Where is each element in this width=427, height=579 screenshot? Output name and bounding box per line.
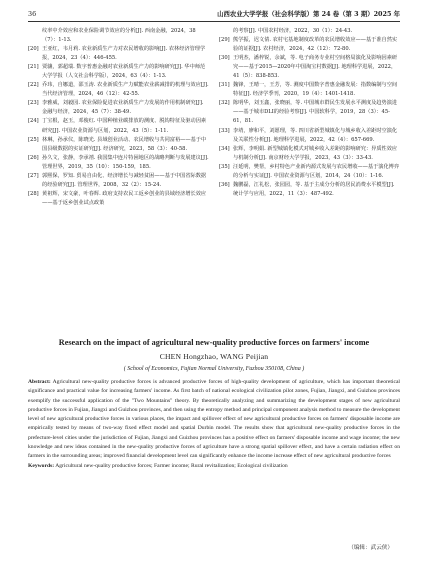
reference-item <box>219 127 400 145</box>
reference-item <box>28 45 209 63</box>
reference-item <box>219 99 400 126</box>
reference-number: [21] <box>28 64 39 71</box>
english-title: Research on the impact of agricultural new-quality productive forces on farmers' income <box>58 338 370 347</box>
reference-item <box>219 36 400 54</box>
reference-item <box>28 27 209 45</box>
reference-number: [27] <box>28 172 39 179</box>
reference-number: [26] <box>28 154 39 161</box>
reference-number: [36] <box>219 181 230 188</box>
reference-text: 李雅威，刘毅园. 农业保险促进农业新质生产力发展的作用机制研究[J]. 金融与经济，2024，45（7）：38-49. <box>42 100 204 116</box>
page-number: 36 <box>28 10 37 18</box>
reference-text: 魏锋，王晴一，王芳，等. 测度中国数字普惠金融发展：指数编制与空间特征[J]. 经济学季刊，2020，19（4）：1401-1418. <box>233 82 398 98</box>
reference-item <box>219 145 400 163</box>
reference-item <box>219 81 400 99</box>
reference-item <box>28 81 209 99</box>
references-left-column <box>28 27 209 208</box>
reference-text: 王亚红，韦月莉. 农业新质生产力对农民增收的影响[J]. 农林经济管理学报，2024，23（4）：446-455. <box>42 46 206 62</box>
keywords-label: Keywords: <box>28 463 55 470</box>
reference-number: [31] <box>219 82 230 89</box>
reference-text: 郭熙保，罗知. 贸易自由化、经济增长与减轻贫困——基于中国省际数据的经验研究[J]. 管理世界，2008，32（2）：15-24. <box>42 172 207 188</box>
reference-number: [23] <box>28 100 39 107</box>
reference-number: [30] <box>219 55 230 62</box>
reference-number: [22] <box>28 82 39 89</box>
reference-text: 王明杰，潘梓锐，余斌，等. 电子商务专业村空间格局演化及影响因素研究——基于2015—2020年中国淘宝村数据[J]. 地理科学进展，2022，41（5）：838-853. <box>233 55 398 80</box>
reference-number: [34] <box>219 145 230 152</box>
reference-number: [35] <box>219 163 230 170</box>
reference-text: 孙久文，张静，李承禧. 我国集中连片特困地区的战略判断与发展建议[J]. 管理世界，2019，35（10）：150-159，185. <box>42 154 209 170</box>
reference-text: 张辉，李明娟. 新型城镇化模式对城乡收入差距的影响研究：异质性效应与机制分析[J]. 南京财经大学学报，2023，43（3）：33-43. <box>233 145 398 161</box>
reference-item <box>28 99 209 117</box>
reference-text: 熊学振，迟文倩. 农村宅基地制度改革的农民增收效应——基于准自然实验的证据[J]. 农村经济，2024，42（12）：72-80. <box>233 37 398 53</box>
reference-number: [24] <box>28 118 39 125</box>
reference-text: 汪延明，樊帮，乡村特色产业新内源式发展与农民增收——基于演化博弈的分析与实证[J]. 中国农业资源与区划，2014，24（10）：1-16. <box>233 163 400 179</box>
header-rule <box>28 21 400 22</box>
english-abstract-block <box>28 337 400 472</box>
reference-text: 林琳，孙承仪，陈晓光. 县域创业活动、农民增收与共同富裕——基于中国县级数据的实证研究[J]. 经济研究，2023，58（3）：40-58. <box>42 136 207 152</box>
english-abstract <box>28 378 400 461</box>
english-keywords <box>28 462 400 471</box>
abstract-text: Agricultural new-quality productive forces is advanced productive forces of high-quality development of agriculture, which has important theoretical significance and practical value for increasing farmers' income. As first batch of national ecological civilization pilot zones, Fujian, Jiangxi, and Guizhou provinces exemplify the successful application of the "Two Mountains" theory. By theoretically analyzing and summarizing the development stages of new agricultural productive forces in Fujian, Jiangxi and Guizhou provinces, and then using the entropy method and principal component analysis method to measure the development level of new agricultural productive forces in various places, the impact and spillover effect of new agricultural productive forces on farmers' disposable income are empirically tested by means of two-way fixed effect model and spatial Durbin model. The results show that agricultural new-quality productive forces in the prefecture-level cities under the jurisdiction of Fujian, Jiangxi and Guizhou provinces has a positive effect on farmers' disposable income and wage income; the new knowledge and new ideas contained in the new-quality productive forces of agriculture have a strong spatial spillover effect, and have a certain radiation effect on farmers in the surrounding areas; improved financial development level can significantly enhance the income increase effect of new agricultural productive forces <box>28 379 400 459</box>
reference-text: 李靖，廖和平，刘愿理，等. 四川省新型城镇化与城乡收入差距时空演化及关联性分析[J]. 地理科学进展，2022，42（4）：657-669. <box>233 127 398 143</box>
reference-text: 贾骧，郭超瑞. 数字普惠金融对农业新质生产力的影响研究[J]. 华中师范大学学报（人文社会科学版），2024，63（4）：1-13. <box>42 64 206 80</box>
reference-number: [25] <box>28 136 39 143</box>
abstract-label: Abstract: <box>28 379 51 385</box>
journal-running-title: 山西农业大学学报（社会科学版）第 24 卷（第 3 期）2025 年 <box>217 10 400 18</box>
reference-number: [29] <box>219 37 230 44</box>
reference-text: 的考察[J]. 中国农村经济，2022，30（1）：24-43. <box>233 28 353 34</box>
reference-item <box>219 27 400 36</box>
reference-number: [20] <box>28 46 39 53</box>
english-affiliation: ( School of Economics, Fujian Normal University, Fuzhou 350108, China ) <box>123 366 305 372</box>
references-right-column <box>219 27 400 199</box>
reference-item <box>28 154 209 172</box>
reference-text: 纹率中介效应和农业保险调节效应的分析[J]. 西南金融，2024，38（7）：1-13. <box>42 28 196 44</box>
reference-item <box>28 172 209 190</box>
keywords-text: Agricultural new-quality productive forces; Farmer income; Rural revitalization; Ecological civilization <box>55 463 288 470</box>
editor-note: （编辑：武云侠） <box>348 545 393 551</box>
reference-item <box>219 163 400 181</box>
reference-text: 黄祖辉，宋文豪，叶春辉. 政府支持农民工返乡创业的县域经济增长效应——基于返乡创业试点政策 <box>42 190 207 206</box>
reference-item <box>28 63 209 81</box>
reference-text: 魏鹏磊，江礼松，张园园，等. 基于主成分分析的居民消费水平模型[J]. 统计学与应用，2022，11（3）：487-492. <box>233 181 395 197</box>
reference-item <box>219 181 400 199</box>
reference-number: [33] <box>219 127 230 134</box>
reference-item <box>28 136 209 154</box>
reference-text: 丁宝根，赵玉，邓俊红. 中国种植业碳排放的测度、脱钩特征及驱动因素研究[J]. 中国农业资源与区划，2022，43（5）：1-11. <box>42 118 207 134</box>
reference-text: 乔玮，自娜道，邵玉涛. 农业新质生产力赋能农业薪减排的机理与效应[J]. 当代经济管理，2024，46（12）：42-55. <box>42 82 209 98</box>
reference-text: 陈明华，刘玉鑫，张晓丽，等. 中国城市群民生发展水平测度及趋势演进——基于城市DLI的经验考察[J]. 中国软科学，2019，28（3）：45-61，81. <box>233 100 398 125</box>
reference-item <box>28 117 209 135</box>
english-authors: CHEN Hongzhao, WANG Peijian <box>159 352 269 361</box>
reference-item <box>28 190 209 208</box>
reference-number: [28] <box>28 190 39 197</box>
page-header <box>28 8 400 20</box>
reference-item <box>219 54 400 81</box>
reference-number: [32] <box>219 100 230 107</box>
